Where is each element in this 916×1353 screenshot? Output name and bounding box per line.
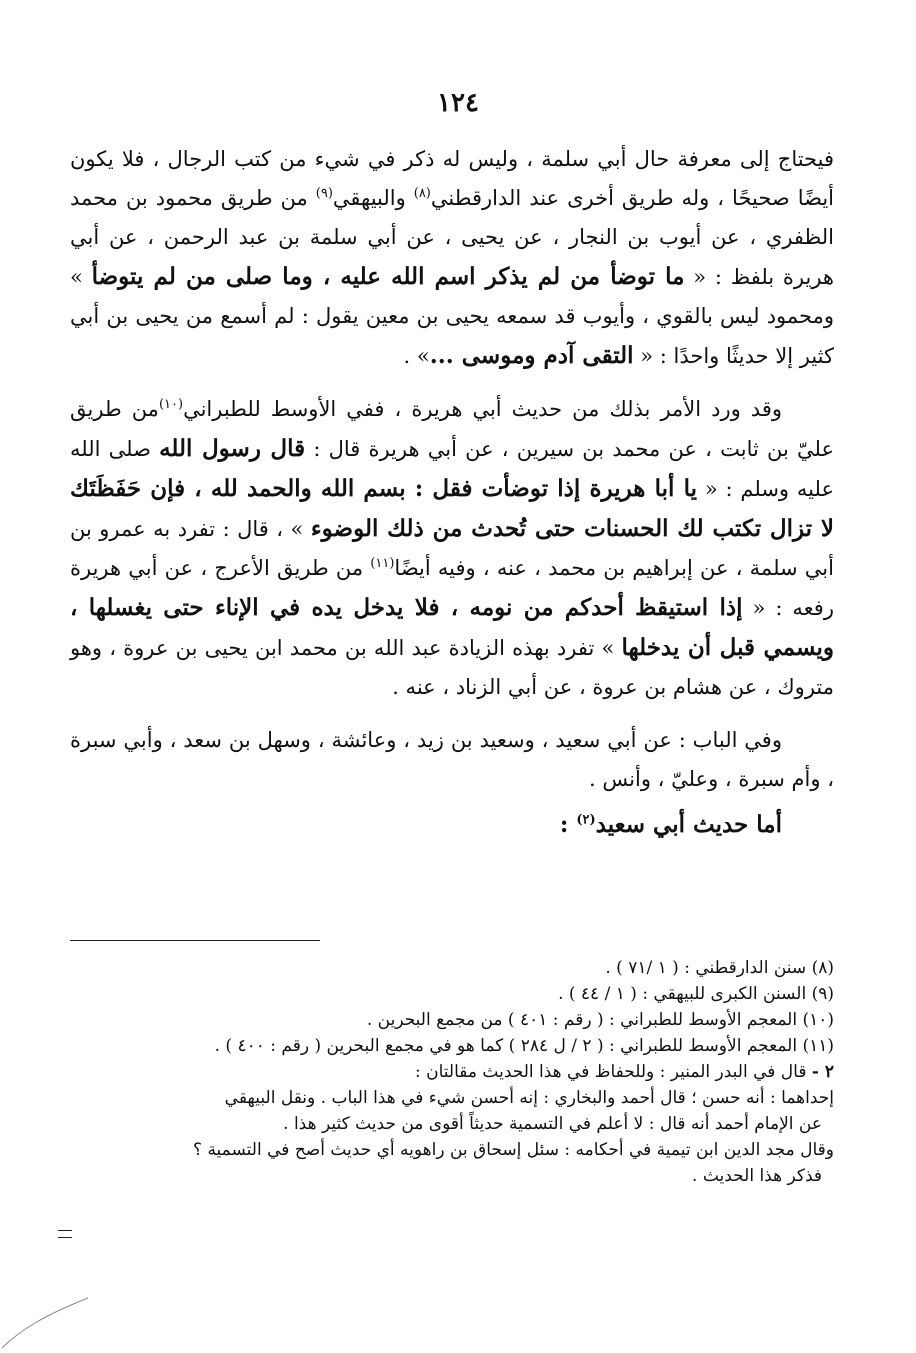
footnote-8: (٨) سنن الدارقطني : ( ١ /٧١ ) . [605, 958, 834, 978]
bold-hadith-text: قال رسول الله [159, 435, 306, 462]
note-2-label: ٢ - [811, 1062, 834, 1082]
text-run: فيحتاج إلى معرفة حال أبي سلمة ، وليس له ذكر في شيء من كتب الرجال ، فلا يكون أيضًا صحيحًا ، وله طريق أخرى عند الدارقطني [70, 147, 835, 210]
paragraph-2 [70, 390, 834, 707]
text-run: » تفرد بهذه الزيادة عبد الله بن محمد ابن يحيى بن عروة ، وهو متروك ، عن هشام بن عروة ، عن أبي الزناد ، عنه . [70, 636, 834, 699]
text-run: والبيهقي [332, 186, 414, 210]
bold-hadith-text: إذا استيقظ أحدكم من نومه ، فلا يدخل يده في الإناء حتى يغسلها ، ويسمي قبل أن يدخلها [70, 594, 834, 661]
footnotes [64, 955, 834, 1189]
footnote-ref: (٩) [315, 186, 333, 201]
footnote-11: (١١) المعجم الأوسط للطبراني : ( ٢ / ل ٢٨٤ ) كما هو في مجمع البحرين ( رقم : ٤٠٠ ) . [214, 1036, 834, 1056]
footnote-ref: (٨) [413, 186, 431, 201]
page-number: ١٢٤ [437, 88, 479, 118]
text-run: من طريق محمود بن محمد الظفري ، عن أيوب بن النجار ، عن يحيى ، عن أبي سلمة بن عبد الرحمن ، عن أبي هريرة بلفظ : « [70, 186, 835, 289]
note-2-line-4: وقال مجد الدين ابن تيمية في أحكامه : سئل إسحاق بن راهويه أي حديث أصح في التسمية ؟ [193, 1140, 834, 1160]
footnote-10: (١٠) المعجم الأوسط للطبراني : ( رقم : ٤٠١ ) من مجمع البحرين . [366, 1010, 834, 1030]
text-run: » ، قال : تفرد به عمرو بن أبي سلمة ، عن إبراهيم بن محمد ، عنه ، وفيه أيضًا [70, 517, 834, 580]
footnote-ref: (١١) [370, 556, 395, 571]
note-2-line-5: فذكر هذا الحديث . [692, 1166, 822, 1186]
text-run: من طريق الأعرج ، عن أبي هريرة رفعه : « [70, 556, 834, 620]
note-2-line-2: إحداهما : أنه حسن ؛ قال أحمد والبخاري : إنه أحسن شيء في هذا الباب . ونقل البيهقي [224, 1088, 834, 1108]
text-run: » ومحمود ليس بالقوي ، وأيوب قد سمعه يحيى بن معين يقول : لم أسمع من يحيى بن أبي كثير إلا حديثًا واحدًا : « [70, 265, 834, 368]
paragraph-3: وفي الباب : عن أبي سعيد ، وسعيد بن زيد ، وعائشة ، وسهل بن سعد ، وأبي سبرة ، وأم سبرة ، وعليّ ، وأنس . [70, 728, 834, 791]
continuation-mark [58, 1230, 72, 1238]
heading-suffix: : [559, 811, 577, 838]
heading-footnote-ref: (٢) [576, 812, 596, 828]
main-text [70, 140, 834, 845]
note-2-text-1: قال في البدر المنير : وللحفاظ في هذا الحديث مقالتان : [415, 1062, 807, 1082]
footnote-divider [70, 940, 320, 941]
text-run: من طريق عليّ بن ثابت ، عن محمد بن سيرين ، عن أبي هريرة قال : [70, 397, 834, 461]
footnote-ref: (١٠) [158, 397, 184, 412]
text-run: » . [403, 344, 430, 368]
note-2-line-1 [64, 1059, 834, 1085]
footnote-9: (٩) السنن الكبرى للبيهقي : ( ١ / ٤٤ ) . [558, 984, 834, 1004]
text-run: وقد ورد الأمر بذلك من حديث أبي هريرة ، ففي الأوسط للطبراني [183, 397, 782, 421]
section-heading [70, 805, 782, 845]
heading-text: أما حديث أبي سعيد [595, 811, 782, 838]
text-run: صلى الله عليه وسلم : « [70, 437, 834, 501]
bold-hadith-text: ما توضأ من لم يذكر اسم الله عليه ، وما صلى من لم يتوضأ [91, 263, 685, 290]
paragraph-1 [70, 140, 834, 376]
bold-hadith-text: يا أبا هريرة إذا توضأت فقل : بسم الله والحمد لله ، فإن حَفَظَتَك لا تزال تكتب لك الحسنات حتى تُحدث من ذلك الوضوء [70, 475, 834, 542]
note-2-line-3: عن الإمام أحمد أنه قال : لا أعلم في التسمية حديثاً أقوى من حديث كثير هذا . [283, 1114, 822, 1134]
page-corner-mark [0, 1290, 90, 1350]
bold-hadith-text: التقى آدم وموسى ... [429, 342, 634, 369]
